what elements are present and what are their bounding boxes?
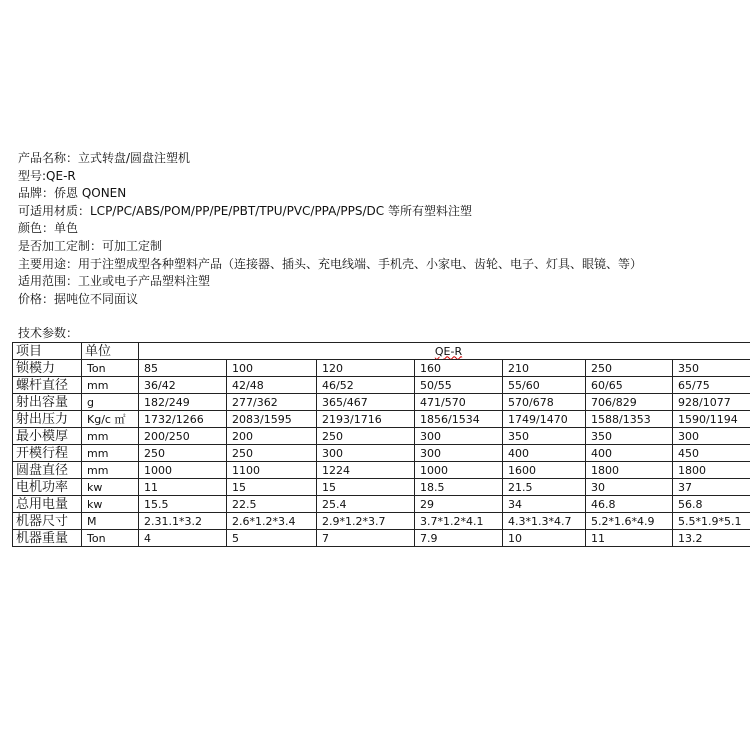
table-cell: 15	[227, 479, 317, 496]
table-cell: 4.3*1.3*4.7	[503, 513, 586, 530]
table-cell: 120	[317, 360, 415, 377]
table-row	[13, 479, 750, 496]
table-cell: 400	[586, 445, 673, 462]
table-row	[13, 428, 750, 445]
table-cell: 1000	[415, 462, 503, 479]
row-unit: Kg/c ㎡	[82, 411, 139, 428]
table-cell: 350	[673, 360, 750, 377]
table-cell: 1600	[503, 462, 586, 479]
header-unit: 单位	[82, 343, 139, 360]
table-cell: 1588/1353	[586, 411, 673, 428]
header-item: 项目	[13, 343, 82, 360]
table-cell: 1800	[673, 462, 750, 479]
table-cell: 1732/1266	[139, 411, 227, 428]
table-cell: 18.5	[415, 479, 503, 496]
table-cell: 471/570	[415, 394, 503, 411]
table-cell: 37	[673, 479, 750, 496]
table-cell: 11	[586, 530, 673, 547]
table-cell: 2.6*1.2*3.4	[227, 513, 317, 530]
table-cell: 300	[415, 428, 503, 445]
table-cell: 1100	[227, 462, 317, 479]
table-cell: 46.8	[586, 496, 673, 513]
table-cell: 29	[415, 496, 503, 513]
row-name: 机器尺寸	[13, 513, 82, 530]
table-cell: 2193/1716	[317, 411, 415, 428]
table-cell: 706/829	[586, 394, 673, 411]
table-cell: 5.5*1.9*5.1	[673, 513, 750, 530]
table-cell: 300	[673, 428, 750, 445]
row-unit: mm	[82, 462, 139, 479]
product-info	[18, 150, 642, 308]
table-cell: 350	[586, 428, 673, 445]
row-name: 锁模力	[13, 360, 82, 377]
info-line: 型号:QE-R	[18, 168, 76, 183]
table-cell: 2083/1595	[227, 411, 317, 428]
row-unit: Ton	[82, 530, 139, 547]
spec-body	[13, 360, 750, 547]
spec-table	[12, 342, 750, 547]
table-cell: 22.5	[227, 496, 317, 513]
table-cell: 300	[415, 445, 503, 462]
row-unit: Ton	[82, 360, 139, 377]
table-row	[13, 411, 750, 428]
table-cell: 200	[227, 428, 317, 445]
row-unit: mm	[82, 428, 139, 445]
row-unit: mm	[82, 445, 139, 462]
table-cell: 11	[139, 479, 227, 496]
table-row	[13, 530, 750, 547]
table-header-row	[13, 343, 750, 360]
table-cell: 250	[227, 445, 317, 462]
table-cell: 250	[139, 445, 227, 462]
spec-title: 技术参数：	[18, 326, 79, 340]
table-cell: 2.9*1.2*3.7	[317, 513, 415, 530]
table-cell: 13.2	[673, 530, 750, 547]
row-name: 最小模厚	[13, 428, 82, 445]
table-cell: 5	[227, 530, 317, 547]
table-cell: 3.7*1.2*4.1	[415, 513, 503, 530]
info-line: 产品名称：立式转盘/圆盘注塑机	[18, 151, 191, 165]
info-line: 可适用材质：LCP/PC/ABS/POM/PP/PE/PBT/TPU/PVC/PPA/PPS/DC 等所有塑料注塑	[18, 203, 472, 218]
table-row	[13, 377, 750, 394]
table-cell: 1749/1470	[503, 411, 586, 428]
table-cell: 450	[673, 445, 750, 462]
table-cell: 210	[503, 360, 586, 377]
table-row	[13, 496, 750, 513]
header-model-label: QE-R	[434, 344, 463, 358]
table-cell: 4	[139, 530, 227, 547]
table-cell: 5.2*1.6*4.9	[586, 513, 673, 530]
row-unit: kw	[82, 479, 139, 496]
table-row	[13, 394, 750, 411]
table-cell: 400	[503, 445, 586, 462]
info-line: 颜色：单色	[18, 221, 79, 236]
info-line: 是否加工定制：可加工定制	[18, 238, 163, 253]
table-cell: 46/52	[317, 377, 415, 394]
table-cell: 25.4	[317, 496, 415, 513]
table-cell: 300	[317, 445, 415, 462]
table-cell: 21.5	[503, 479, 586, 496]
table-cell: 570/678	[503, 394, 586, 411]
table-cell: 42/48	[227, 377, 317, 394]
table-cell: 34	[503, 496, 586, 513]
table-cell: 182/249	[139, 394, 227, 411]
table-cell: 365/467	[317, 394, 415, 411]
header-model	[139, 343, 750, 360]
table-row	[13, 462, 750, 479]
table-cell: 1800	[586, 462, 673, 479]
table-cell: 250	[586, 360, 673, 377]
info-line: 价格：据吨位不同面议	[18, 291, 139, 306]
table-row	[13, 445, 750, 462]
table-cell: 928/1077	[673, 394, 750, 411]
table-cell: 2.31.1*3.2	[139, 513, 227, 530]
row-name: 螺杆直径	[13, 377, 82, 394]
table-cell: 1856/1534	[415, 411, 503, 428]
row-unit: g	[82, 394, 139, 411]
row-name: 机器重量	[13, 530, 82, 547]
info-line: 主要用途：用于注塑成型各种塑料产品（连接器、插头、充电线端、手机壳、小家电、齿轮、电子、灯具、眼镜、等）	[18, 256, 643, 271]
table-cell: 350	[503, 428, 586, 445]
table-cell: 200/250	[139, 428, 227, 445]
row-unit: M	[82, 513, 139, 530]
table-cell: 56.8	[673, 496, 750, 513]
row-name: 总用电量	[13, 496, 82, 513]
row-name: 射出压力	[13, 411, 82, 428]
table-cell: 55/60	[503, 377, 586, 394]
table-cell: 10	[503, 530, 586, 547]
table-cell: 250	[317, 428, 415, 445]
row-name: 电机功率	[13, 479, 82, 496]
table-cell: 50/55	[415, 377, 503, 394]
table-cell: 60/65	[586, 377, 673, 394]
table-cell: 1000	[139, 462, 227, 479]
table-cell: 1590/1194	[673, 411, 750, 428]
row-name: 圆盘直径	[13, 462, 82, 479]
row-name: 射出容量	[13, 394, 82, 411]
table-row	[13, 360, 750, 377]
table-cell: 65/75	[673, 377, 750, 394]
table-cell: 36/42	[139, 377, 227, 394]
table-cell: 7.9	[415, 530, 503, 547]
table-cell: 7	[317, 530, 415, 547]
table-cell: 85	[139, 360, 227, 377]
row-unit: mm	[82, 377, 139, 394]
table-cell: 1224	[317, 462, 415, 479]
table-cell: 100	[227, 360, 317, 377]
info-line: 品牌：侨恩 QONEN	[18, 186, 127, 201]
table-cell: 277/362	[227, 394, 317, 411]
row-name: 开模行程	[13, 445, 82, 462]
table-cell: 160	[415, 360, 503, 377]
info-line: 适用范围：工业或电子产品塑料注塑	[18, 274, 211, 289]
row-unit: kw	[82, 496, 139, 513]
table-cell: 15	[317, 479, 415, 496]
table-cell: 15.5	[139, 496, 227, 513]
table-cell: 30	[586, 479, 673, 496]
table-row	[13, 513, 750, 530]
